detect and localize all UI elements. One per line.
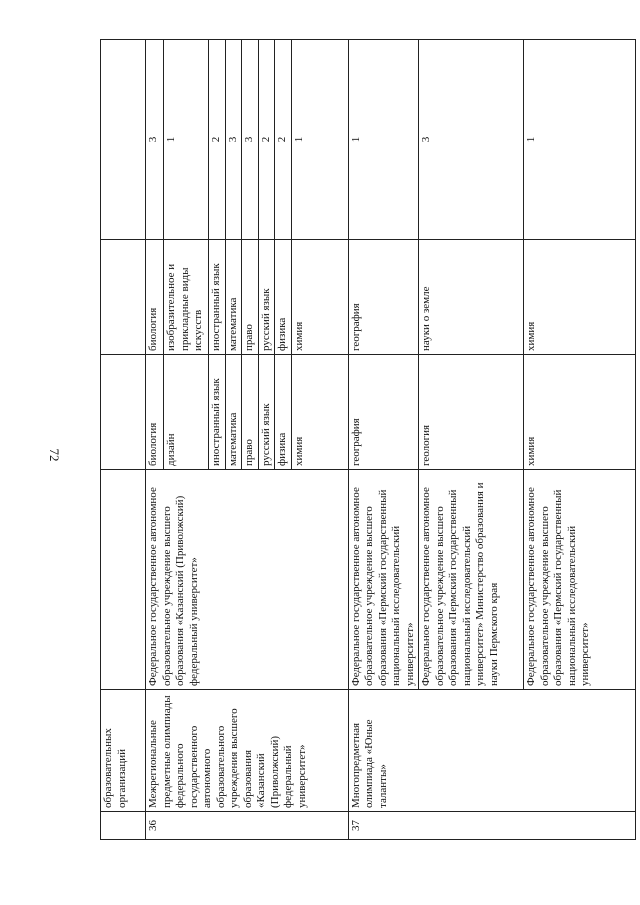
profile-cell: иностранный язык [209,355,226,470]
rotated-page-content [100,40,636,840]
cell-level [101,40,146,240]
table-row [146,40,164,840]
organizer-name: Федеральное государственное автономное образовательное учреждение высшего образования «Казанский (Приволжский) федеральный университет» [146,470,349,690]
table-row [348,40,419,840]
subject-cell: иностранный язык [209,240,226,355]
level-cell: 1 [348,40,419,240]
level-cell: 1 [164,40,209,240]
profile-cell: русский язык [258,355,275,470]
row-number: 36 [146,812,349,840]
subject-cell: изобразительное и прикладные виды искусств [164,240,209,355]
level-cell: 3 [242,40,259,240]
subject-cell: математика [225,240,242,355]
olympiad-table [100,39,636,840]
cell-subject [101,240,146,355]
profile-cell: геология [419,355,524,470]
page-number: 72 [47,448,62,462]
profile-cell: химия [291,355,348,470]
subject-cell: биология [146,240,164,355]
level-cell: 1 [291,40,348,240]
level-cell: 3 [419,40,524,240]
level-cell: 2 [258,40,275,240]
olympiad-name: Многопредметная олимпиада «Юные таланты» [348,690,636,812]
level-cell: 3 [225,40,242,240]
organizer-name: Федеральное государственное автономное образовательное учреждение высшего образования «Пермский государственный национальный исследовательский университет» [348,470,419,690]
profile-cell: математика [225,355,242,470]
cell-organizer [101,470,146,690]
profile-cell: физика [275,355,292,470]
cell-num [101,812,146,840]
level-cell: 1 [524,40,636,240]
level-cell: 3 [146,40,164,240]
subject-cell: география [348,240,419,355]
subject-cell: физика [275,240,292,355]
organizer-name: Федеральное государственное автономное образовательное учреждение высшего образования «Пермский государственный национальный исследовательский университет» Министерство образования и науки Пермского края [419,470,524,690]
subject-cell: русский язык [258,240,275,355]
level-cell: 2 [209,40,226,240]
profile-cell: химия [524,355,636,470]
profile-cell: география [348,355,419,470]
subject-cell: химия [291,240,348,355]
subject-cell: химия [524,240,636,355]
olympiad-name: Межрегиональные предметные олимпиады федерального государственного автономного образовательного учреждения высшего образования «Казанский (Приволжский) федеральный университет» [146,690,349,812]
organizer-name: Федеральное государственное автономное образовательное учреждение высшего образования «Пермский государственный национальный исследовательский университет» [524,470,636,690]
profile-cell: биология [146,355,164,470]
profile-cell: дизайн [164,355,209,470]
cell-profile [101,355,146,470]
cell-olympiad-continued: образовательных организаций [101,690,146,812]
table-row-continuation [101,40,146,840]
profile-cell: право [242,355,259,470]
subject-cell: право [242,240,259,355]
subject-cell: науки о земле [419,240,524,355]
row-number: 37 [348,812,636,840]
level-cell: 2 [275,40,292,240]
